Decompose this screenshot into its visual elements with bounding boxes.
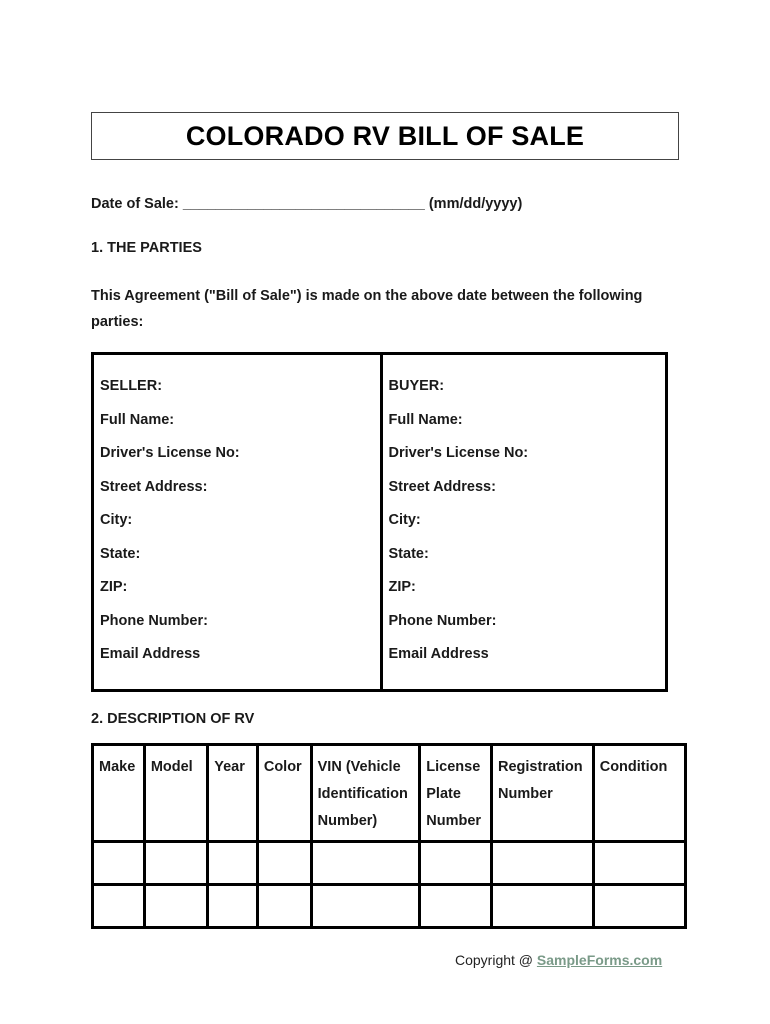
table-cell[interactable] [208, 842, 258, 885]
column-header-vin: VIN (Vehicle Identification Number) [311, 745, 420, 842]
buyer-field: Driver's License No: [388, 445, 529, 461]
date-of-sale-label: Date of Sale: [91, 196, 179, 212]
buyer-heading: BUYER: [388, 378, 445, 394]
date-format-hint: (mm/dd/yyyy) [428, 196, 523, 212]
column-header-color: Color [257, 745, 311, 842]
column-header-condition: Condition [593, 745, 685, 842]
column-header-make: Make [93, 745, 145, 842]
seller-field: Full Name: [100, 411, 175, 428]
seller-field: State: [100, 545, 141, 562]
table-cell[interactable] [257, 842, 311, 885]
copyright-footer [455, 952, 662, 968]
table-row [93, 885, 686, 928]
buyer-field: Phone Number: [388, 612, 497, 629]
table-row [93, 842, 686, 885]
table-cell[interactable] [311, 885, 420, 928]
table-header-row [93, 745, 686, 842]
copyright-prefix: Copyright @ [455, 952, 537, 968]
table-cell[interactable] [93, 885, 145, 928]
seller-field: Phone Number: [100, 612, 208, 629]
table-cell[interactable] [93, 842, 145, 885]
title-box [91, 112, 679, 160]
table-cell[interactable] [311, 842, 420, 885]
buyer-field: Email Address [388, 646, 489, 662]
table-cell[interactable] [420, 885, 492, 928]
buyer-field: State: [388, 545, 429, 562]
column-header-registration: Registration Number [492, 745, 594, 842]
seller-column [94, 355, 380, 689]
column-header-year: Year [208, 745, 258, 842]
seller-field: Email Address [100, 646, 201, 662]
document-title: COLORADO RV BILL OF SALE [185, 120, 585, 151]
section-heading-description: 2. DESCRIPTION OF RV [91, 711, 255, 727]
table-cell[interactable] [144, 842, 207, 885]
parties-table [91, 352, 668, 692]
table-cell[interactable] [593, 842, 685, 885]
rv-description-table [91, 743, 687, 929]
buyer-field: Full Name: [388, 411, 463, 428]
table-cell[interactable] [144, 885, 207, 928]
seller-field: ZIP: [100, 579, 128, 595]
table-cell[interactable] [492, 885, 594, 928]
seller-heading: SELLER: [100, 378, 163, 394]
agreement-intro: This Agreement ("Bill of Sale") is made on the above date between the following parties: [91, 288, 643, 330]
buyer-column [380, 355, 666, 689]
sampleforms-link[interactable]: SampleForms.com [536, 952, 663, 968]
date-of-sale-row [91, 196, 522, 212]
section-heading-parties: 1. THE PARTIES [91, 240, 202, 256]
buyer-field: ZIP: [388, 579, 416, 595]
table-cell[interactable] [593, 885, 685, 928]
table-cell[interactable] [257, 885, 311, 928]
seller-field: City: [100, 512, 133, 528]
seller-field: Street Address: [100, 478, 208, 495]
column-header-model: Model [144, 745, 207, 842]
table-cell[interactable] [208, 885, 258, 928]
column-header-license-plate: License Plate Number [420, 745, 492, 842]
date-of-sale-blank: ______________________________ [182, 196, 425, 212]
buyer-field: Street Address: [388, 478, 496, 495]
table-cell[interactable] [420, 842, 492, 885]
seller-field: Driver's License No: [100, 445, 240, 461]
table-cell[interactable] [492, 842, 594, 885]
buyer-field: City: [388, 512, 421, 528]
